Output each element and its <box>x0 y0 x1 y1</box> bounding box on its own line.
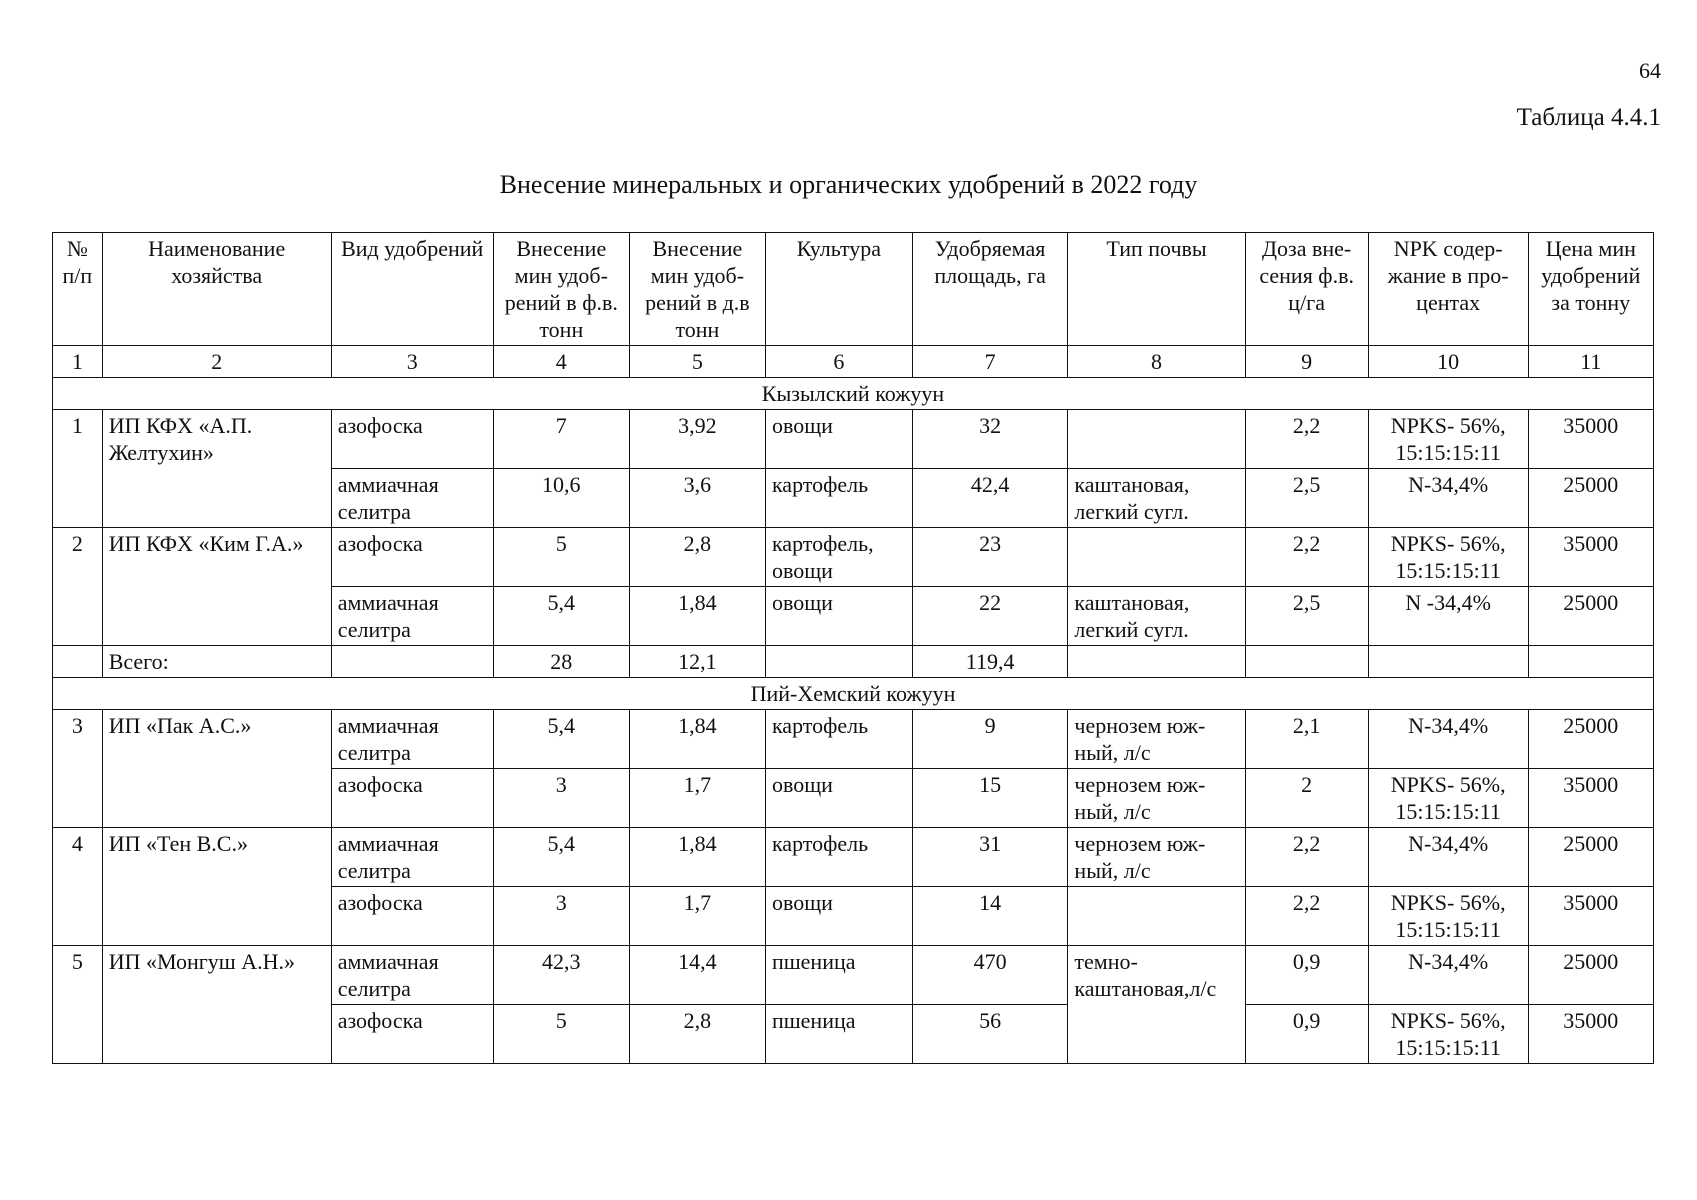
header-cell: NPK содер-жание в про-центах <box>1368 233 1528 346</box>
area: 23 <box>912 528 1068 587</box>
column-number: 3 <box>331 346 493 378</box>
column-number: 10 <box>1368 346 1528 378</box>
soil-type <box>1068 887 1245 946</box>
column-number: 9 <box>1245 346 1368 378</box>
fertilizer-type: азофоска <box>331 410 493 469</box>
crop: картофель <box>765 710 912 769</box>
total-fv: 28 <box>493 646 629 678</box>
crop: овощи <box>765 410 912 469</box>
total-dv: 12,1 <box>629 646 765 678</box>
npk-content: N -34,4% <box>1368 587 1528 646</box>
applied-dv: 1,84 <box>629 587 765 646</box>
column-number-row <box>53 346 1654 378</box>
applied-fv: 42,3 <box>493 946 629 1005</box>
crop: овощи <box>765 587 912 646</box>
fertilizer-type: аммиачная селитра <box>331 469 493 528</box>
applied-fv: 5,4 <box>493 828 629 887</box>
area: 470 <box>912 946 1068 1005</box>
empty-cell <box>1528 646 1653 678</box>
total-label: Всего: <box>102 646 331 678</box>
price: 35000 <box>1528 887 1653 946</box>
npk-content: N-34,4% <box>1368 469 1528 528</box>
dose: 2,2 <box>1245 528 1368 587</box>
dose: 0,9 <box>1245 946 1368 1005</box>
area: 9 <box>912 710 1068 769</box>
npk-content: NPKS- 56%, 15:15:15:11 <box>1368 887 1528 946</box>
dose: 2,2 <box>1245 828 1368 887</box>
column-number: 11 <box>1528 346 1653 378</box>
header-cell: Удобряемая площадь, га <box>912 233 1068 346</box>
crop: овощи <box>765 769 912 828</box>
fertilizer-table <box>52 232 1654 1064</box>
header-cell: Вид удобрений <box>331 233 493 346</box>
table-row <box>53 946 1654 1005</box>
price: 35000 <box>1528 1005 1653 1064</box>
area: 22 <box>912 587 1068 646</box>
applied-fv: 5 <box>493 1005 629 1064</box>
header-cell: Тип почвы <box>1068 233 1245 346</box>
fertilizer-type: азофоска <box>331 887 493 946</box>
dose: 2,1 <box>1245 710 1368 769</box>
npk-content: NPKS- 56%, 15:15:15:11 <box>1368 769 1528 828</box>
area: 14 <box>912 887 1068 946</box>
applied-dv: 14,4 <box>629 946 765 1005</box>
farm-name: ИП «Тен В.С.» <box>102 828 331 946</box>
applied-dv: 1,7 <box>629 887 765 946</box>
area: 15 <box>912 769 1068 828</box>
empty-cell <box>1068 646 1245 678</box>
table-row <box>53 528 1654 587</box>
table-row <box>53 828 1654 887</box>
header-cell: Цена мин удобрений за тонну <box>1528 233 1653 346</box>
farm-name: ИП «Пак А.С.» <box>102 710 331 828</box>
empty-cell <box>331 646 493 678</box>
column-number: 7 <box>912 346 1068 378</box>
dose: 2,2 <box>1245 887 1368 946</box>
empty-cell <box>53 646 103 678</box>
applied-dv: 3,6 <box>629 469 765 528</box>
crop: картофель <box>765 469 912 528</box>
column-number: 5 <box>629 346 765 378</box>
crop: пшеница <box>765 946 912 1005</box>
table-row <box>53 410 1654 469</box>
soil-type: темно-каштановая,л/с <box>1068 946 1245 1064</box>
price: 25000 <box>1528 710 1653 769</box>
farm-number: 3 <box>53 710 103 828</box>
soil-type: каштановая, легкий сугл. <box>1068 469 1245 528</box>
applied-fv: 7 <box>493 410 629 469</box>
crop: пшеница <box>765 1005 912 1064</box>
dose: 2,5 <box>1245 587 1368 646</box>
page-number: 64 <box>1639 58 1661 83</box>
soil-type <box>1068 528 1245 587</box>
applied-dv: 1,84 <box>629 710 765 769</box>
farm-name: ИП КФХ «А.П. Желтухин» <box>102 410 331 528</box>
crop: картофель, овощи <box>765 528 912 587</box>
column-number: 2 <box>102 346 331 378</box>
price: 25000 <box>1528 587 1653 646</box>
applied-dv: 1,7 <box>629 769 765 828</box>
column-number: 4 <box>493 346 629 378</box>
empty-cell <box>1245 646 1368 678</box>
fertilizer-type: азофоска <box>331 528 493 587</box>
fertilizer-type: аммиачная селитра <box>331 710 493 769</box>
total-row <box>53 646 1654 678</box>
soil-type: чернозем юж-ный, л/с <box>1068 710 1245 769</box>
document-title: Внесение минеральных и органических удобрений в 2022 году <box>499 170 1198 199</box>
price: 25000 <box>1528 828 1653 887</box>
farm-name: ИП КФХ «Ким Г.А.» <box>102 528 331 646</box>
area: 56 <box>912 1005 1068 1064</box>
fertilizer-type: аммиачная селитра <box>331 828 493 887</box>
total-area: 119,4 <box>912 646 1068 678</box>
applied-dv: 2,8 <box>629 1005 765 1064</box>
section-row <box>53 678 1654 710</box>
npk-content: N-34,4% <box>1368 828 1528 887</box>
fertilizer-type: азофоска <box>331 1005 493 1064</box>
farm-number: 5 <box>53 946 103 1064</box>
table-row <box>53 710 1654 769</box>
price: 35000 <box>1528 410 1653 469</box>
price: 35000 <box>1528 769 1653 828</box>
header-cell: № п/п <box>53 233 103 346</box>
applied-fv: 5 <box>493 528 629 587</box>
section-title: Пий-Хемский кожуун <box>53 678 1654 710</box>
soil-type: каштановая, легкий сугл. <box>1068 587 1245 646</box>
header-cell: Культура <box>765 233 912 346</box>
crop: овощи <box>765 887 912 946</box>
applied-fv: 5,4 <box>493 587 629 646</box>
crop: картофель <box>765 828 912 887</box>
fertilizer-type: аммиачная селитра <box>331 946 493 1005</box>
price: 25000 <box>1528 469 1653 528</box>
soil-type: чернозем юж-ный, л/с <box>1068 769 1245 828</box>
npk-content: N-34,4% <box>1368 710 1528 769</box>
soil-type <box>1068 410 1245 469</box>
applied-fv: 5,4 <box>493 710 629 769</box>
header-cell: Внесение мин удоб-рений в д.в тонн <box>629 233 765 346</box>
section-row <box>53 378 1654 410</box>
soil-type: чернозем юж-ный, л/с <box>1068 828 1245 887</box>
fertilizer-type: азофоска <box>331 769 493 828</box>
npk-content: N-34,4% <box>1368 946 1528 1005</box>
header-cell: Внесение мин удоб-рений в ф.в. тонн <box>493 233 629 346</box>
farm-number: 1 <box>53 410 103 528</box>
applied-dv: 2,8 <box>629 528 765 587</box>
empty-cell <box>765 646 912 678</box>
header-cell: Доза вне-сения ф.в. ц/га <box>1245 233 1368 346</box>
npk-content: NPKS- 56%, 15:15:15:11 <box>1368 528 1528 587</box>
applied-fv: 10,6 <box>493 469 629 528</box>
npk-content: NPKS- 56%, 15:15:15:11 <box>1368 1005 1528 1064</box>
npk-content: NPKS- 56%, 15:15:15:11 <box>1368 410 1528 469</box>
section-title: Кызылский кожуун <box>53 378 1654 410</box>
area: 42,4 <box>912 469 1068 528</box>
table-caption: Таблица 4.4.1 <box>1516 104 1661 131</box>
applied-dv: 3,92 <box>629 410 765 469</box>
fertilizer-type: аммиачная селитра <box>331 587 493 646</box>
farm-number: 2 <box>53 528 103 646</box>
applied-fv: 3 <box>493 769 629 828</box>
applied-dv: 1,84 <box>629 828 765 887</box>
dose: 0,9 <box>1245 1005 1368 1064</box>
dose: 2,2 <box>1245 410 1368 469</box>
farm-name: ИП «Монгуш А.Н.» <box>102 946 331 1064</box>
dose: 2,5 <box>1245 469 1368 528</box>
price: 35000 <box>1528 528 1653 587</box>
column-number: 6 <box>765 346 912 378</box>
price: 25000 <box>1528 946 1653 1005</box>
column-number: 8 <box>1068 346 1245 378</box>
empty-cell <box>1368 646 1528 678</box>
applied-fv: 3 <box>493 887 629 946</box>
column-number: 1 <box>53 346 103 378</box>
header-row <box>53 233 1654 346</box>
area: 31 <box>912 828 1068 887</box>
area: 32 <box>912 410 1068 469</box>
farm-number: 4 <box>53 828 103 946</box>
header-cell: Наименование хозяйства <box>102 233 331 346</box>
dose: 2 <box>1245 769 1368 828</box>
